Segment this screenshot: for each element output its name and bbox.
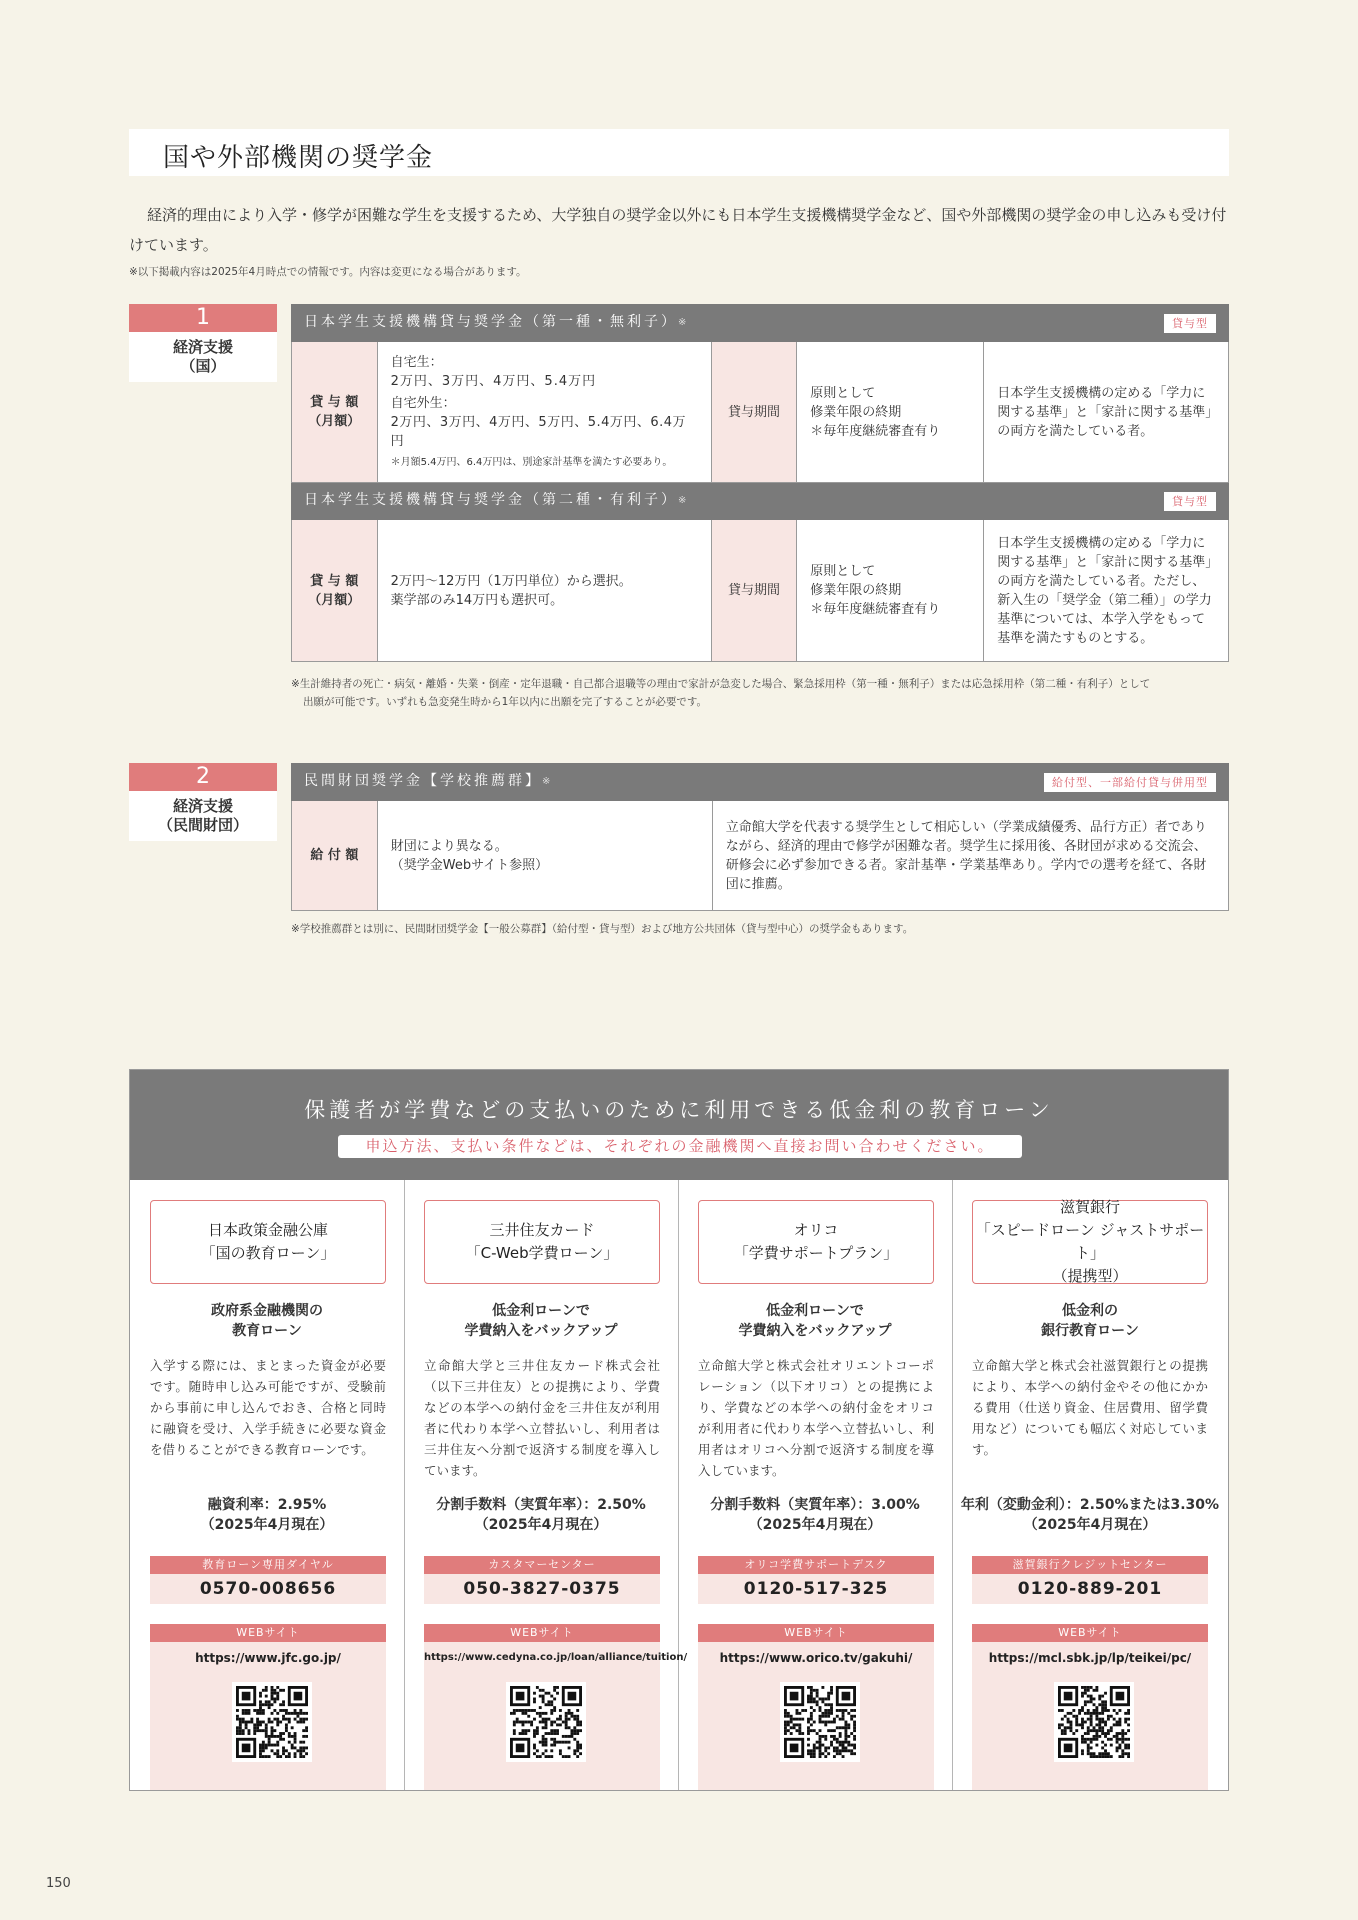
loan-rate-2: （2025年4月現在）: [474, 1517, 608, 1533]
amount-a: 2万円、3万円、4万円、5.4万円: [390, 373, 597, 389]
loan-phone-label: 滋賀銀行クレジットセンター: [972, 1556, 1208, 1574]
loan-web-label: WEBサイト: [972, 1624, 1208, 1642]
block2-title: 民間財団奨学金【学校推薦群】: [304, 773, 542, 789]
loan-name: [150, 1200, 386, 1284]
loan-catch: [130, 1301, 404, 1341]
block1-footnote-2: 出願が可能です。いずれも急変発生時から1年以内に出願を完了することが必要です。: [303, 696, 707, 708]
block1-row1-period: [797, 342, 984, 483]
block1-row1-criteria: 日本学生支援機構の定める「学力に関する基準」と「家計に関する基準」の両方を満たしている者。: [984, 342, 1229, 483]
block2-amount-label: 給 付 額: [292, 801, 378, 911]
period-2: 修業年限の終期: [810, 404, 902, 420]
loan-name-1: 日本政策金融公庫: [207, 1221, 328, 1239]
loan-catch-1: 低金利ローンで: [492, 1303, 590, 1319]
intro-text: 経済的理由により入学・修学が困難な学生を支援するため、大学独自の奨学金以外にも日本学生支援機構奨学金など、国や外部機関の奨学金の申し込みも受け付けています。: [129, 206, 1227, 254]
block2-criteria: 立命館大学を代表する奨学生として相応しい（学業成績優秀、品行方正）者でありながら、経済的理由で修学が困難な者。奨学生に採用後、各財団が求める交流会、研修会に必ず参加できる者。家計基準・学業基準あり。学内での選考を経て、各財団に推薦。: [712, 801, 1228, 911]
loan-catch-1: 低金利ローンで: [766, 1303, 864, 1319]
loan-name-2: 「スピードローン ジャストサポート」: [975, 1221, 1205, 1262]
loan-catch: [678, 1301, 952, 1341]
note-top: ※以下掲載内容は2025年4月時点での情報です。内容は変更になる場合があります。: [129, 266, 527, 278]
block2-side: [129, 763, 277, 841]
loan-name: [972, 1200, 1208, 1284]
page-number: 150: [46, 1876, 71, 1891]
loan-catch-2: 教育ローン: [232, 1323, 302, 1339]
loan-phone-label: 教育ローン専用ダイヤル: [150, 1556, 386, 1574]
block1-row1-amount-label: [292, 342, 378, 483]
loan-catch-1: 政府系金融機関の: [211, 1303, 323, 1319]
amount-a-head: 自宅生：: [390, 354, 443, 370]
loan-name-1: 滋賀銀行: [1059, 1198, 1120, 1216]
loan-rate-1: 分割手数料（実質年率）：2.50%: [436, 1497, 646, 1513]
loan-url[interactable]: https://www.orico.tv/gakuhi/: [698, 1642, 934, 1674]
block1-row1-badge: 貸与型: [1164, 314, 1216, 333]
amount-note: ＊月額5.4万円、6.4万円は、別途家計基準を満たす必要あり。: [390, 456, 673, 468]
period-3: ＊毎年度継続審査有り: [810, 602, 941, 617]
loans-title: 保護者が学費などの支払いのために利用できる低金利の教育ローン: [304, 1098, 1054, 1122]
block1-label-line1: 経済支援: [172, 338, 233, 356]
block2-footnote: ※学校推薦群とは別に、民間財団奨学金【一般公募群】（給付型・貸与型）および地方公共団体（貸与型中心）の奨学金もあります。: [291, 923, 914, 935]
block1-row2-period: [797, 520, 984, 662]
amount-2: 薬学部のみ14万円も選択可。: [390, 592, 564, 608]
loan-desc: 入学する際には、まとまった資金が必要です。随時申し込み可能ですが、受験前から事前に申し込んでおき、合格と同時に融資を受け、入学手続きに必要な資金を借りることができる教育ローンです。: [150, 1358, 386, 1457]
block2-star: ※: [542, 776, 551, 787]
loan-rate-1: 年利（変動金利）：2.50%または3.30%: [960, 1497, 1220, 1513]
qr-code-icon[interactable]: [232, 1682, 312, 1762]
loan-url[interactable]: https://www.cedyna.co.jp/loan/alliance/tuition/: [424, 1642, 660, 1674]
loan-phone-label: オリコ学費サポートデスク: [698, 1556, 934, 1574]
loan-phone[interactable]: 0120-517-325: [698, 1574, 934, 1604]
loan-catch: [952, 1301, 1228, 1341]
block1-row2-amount-label: [292, 520, 378, 662]
loan-card: [404, 1180, 688, 1790]
loan-rate: [678, 1495, 952, 1535]
block1-row2-header: [292, 483, 1229, 520]
loan-catch-2: 学費納入をバックアップ: [738, 1323, 892, 1339]
loan-catch-2: 学費納入をバックアップ: [464, 1323, 618, 1339]
loan-rate-1: 分割手数料（実質年率）：3.00%: [710, 1497, 920, 1513]
loan-rate-2: （2025年4月現在）: [748, 1517, 882, 1533]
block1-row1: [292, 342, 1229, 483]
period-3: ＊毎年度継続審査有り: [810, 423, 941, 439]
loan-web-label: WEBサイト: [150, 1624, 386, 1642]
qr-code-icon[interactable]: [1054, 1682, 1134, 1762]
block1-row2-star: ※: [678, 495, 687, 506]
loan-rate: [404, 1495, 678, 1535]
block1-row1-star: ※: [678, 317, 687, 328]
block2-header: [292, 764, 1229, 801]
block1-footnote-1: ※生計維持者の死亡・病気・離婚・失業・倒産・定年退職・自己都合退職等の理由で家計が急変した場合、緊急採用枠（第一種・無利子）または応急採用枠（第二種・有利子）として: [291, 678, 1151, 690]
amount-label-2: （月額）: [308, 414, 361, 429]
block2-number: 2: [129, 763, 277, 791]
block1-label-line2: （国）: [180, 357, 226, 375]
block1-footnote: [291, 675, 1231, 711]
block2-row: [292, 801, 1229, 911]
qr-code-icon[interactable]: [780, 1682, 860, 1762]
loan-rate-1: 融資利率：2.95%: [207, 1497, 327, 1513]
loan-name-2: 「国の教育ローン」: [200, 1244, 336, 1262]
loan-name: [424, 1200, 660, 1284]
block2-label-line2: （民間財団）: [157, 816, 248, 834]
block1-table: [291, 304, 1229, 662]
loan-phone[interactable]: 050-3827-0375: [424, 1574, 660, 1604]
loans-section: [129, 1069, 1229, 1791]
loan-phone-label: カスタマーセンター: [424, 1556, 660, 1574]
loan-web-label: WEBサイト: [698, 1624, 934, 1642]
loan-rate-2: （2025年4月現在）: [1023, 1517, 1157, 1533]
loan-card: [678, 1180, 953, 1790]
amount-b: 2万円、3万円、4万円、5万円、5.4万円、6.4万円: [390, 414, 687, 449]
loan-rate: [130, 1495, 404, 1535]
amount-1: 2万円〜12万円（1万円単位）から選択。: [390, 573, 632, 589]
loan-phone[interactable]: 0570-008656: [150, 1574, 386, 1604]
loans-subtitle: 申込方法、支払い条件などは、それぞれの金融機関へ直接お問い合わせください。: [338, 1135, 1022, 1158]
loan-phone[interactable]: 0120-889-201: [972, 1574, 1208, 1604]
loan-catch-2: 銀行教育ローン: [1041, 1323, 1139, 1339]
loan-name-1: 三井住友カード: [489, 1221, 595, 1239]
qr-code-icon[interactable]: [506, 1682, 586, 1762]
block2-amount-1: 財団により異なる。: [390, 838, 508, 854]
loans-header: [130, 1070, 1228, 1180]
block1-row2-badge: 貸与型: [1164, 492, 1216, 511]
loan-card: [952, 1180, 1228, 1790]
amount-b-head: 自宅外生：: [390, 395, 456, 411]
block2-badge: 給付型、一部給付貸与併用型: [1044, 773, 1216, 792]
loan-desc: 立命館大学と三井住友カード株式会社（以下三井住友）との提携により、学費などの本学への納付金を三井住友が利用者に代わり本学へ立替払いし、利用者は三井住友へ分割で返済する制度を導入しています。: [424, 1358, 660, 1478]
block1-row1-amount: [377, 342, 711, 483]
block2-table: [291, 763, 1229, 911]
block1-row2: [292, 520, 1229, 662]
amount-label-1: 貸 与 額: [310, 395, 359, 410]
block1-row2-criteria: 日本学生支援機構の定める「学力に関する基準」と「家計に関する基準」の両方を満たしている者。ただし、新入生の「奨学金（第二種）」の学力基準については、本学入学をもって基準を満たすものとする。: [984, 520, 1229, 662]
block2-label: [129, 791, 277, 841]
block1-row2-amount: [377, 520, 711, 662]
loan-web-label: WEBサイト: [424, 1624, 660, 1642]
block1-row2-period-label: 貸与期間: [711, 520, 797, 662]
loan-catch: [404, 1301, 678, 1341]
amount-label-2: （月額）: [308, 592, 361, 608]
block1-number: 1: [129, 304, 277, 332]
block1-row1-period-label: 貸与期間: [711, 342, 797, 483]
loan-desc: 立命館大学と株式会社オリエントコーポレーション（以下オリコ）との提携により、学費などの本学への納付金をオリコが利用者に代わり本学へ立替払いし、利用者はオリコへ分割で返済する制度を導入しています。: [698, 1358, 934, 1478]
loan-rate: [952, 1495, 1228, 1535]
loan-name-2: 「学費サポートプラン」: [733, 1244, 899, 1262]
loan-rate-2: （2025年4月現在）: [200, 1517, 334, 1533]
loan-catch-1: 低金利の: [1062, 1303, 1118, 1319]
period-1: 原則として: [810, 385, 876, 401]
block1-row2-title: 日本学生支援機構貸与奨学金（第二種・有利子）: [304, 492, 678, 508]
loan-name-1: オリコ: [793, 1221, 839, 1239]
loan-url[interactable]: https://mcl.sbk.jp/lp/teikei/pc/: [972, 1642, 1208, 1674]
block1-row1-header: [292, 305, 1229, 342]
loan-url[interactable]: https://www.jfc.go.jp/: [150, 1642, 386, 1674]
block1-label: [129, 332, 277, 382]
block2-label-line1: 経済支援: [172, 797, 233, 815]
block1-row1-title: 日本学生支援機構貸与奨学金（第一種・無利子）: [304, 314, 678, 330]
section-title-bar: [129, 129, 1229, 176]
period-2: 修業年限の終期: [810, 583, 902, 598]
section-title: 国や外部機関の奨学金: [163, 143, 434, 173]
loan-name: [698, 1200, 934, 1284]
loan-desc: 立命館大学と株式会社滋賀銀行との提携により、本学への納付金やその他にかかる費用（仕送り資金、住居費用、留学費用など）についても幅広く対応しています。: [972, 1358, 1208, 1457]
block2-amount-2: （奨学金Webサイト参照）: [390, 857, 549, 873]
period-1: 原則として: [810, 564, 876, 579]
block2-amount: [377, 801, 712, 911]
loan-name-2: 「C-Web学費ローン」: [465, 1244, 619, 1262]
loan-name-3: （提携型）: [1052, 1267, 1128, 1285]
amount-label-1: 貸 与 額: [310, 573, 359, 589]
loan-card: [130, 1180, 405, 1790]
block1-side: [129, 304, 277, 382]
